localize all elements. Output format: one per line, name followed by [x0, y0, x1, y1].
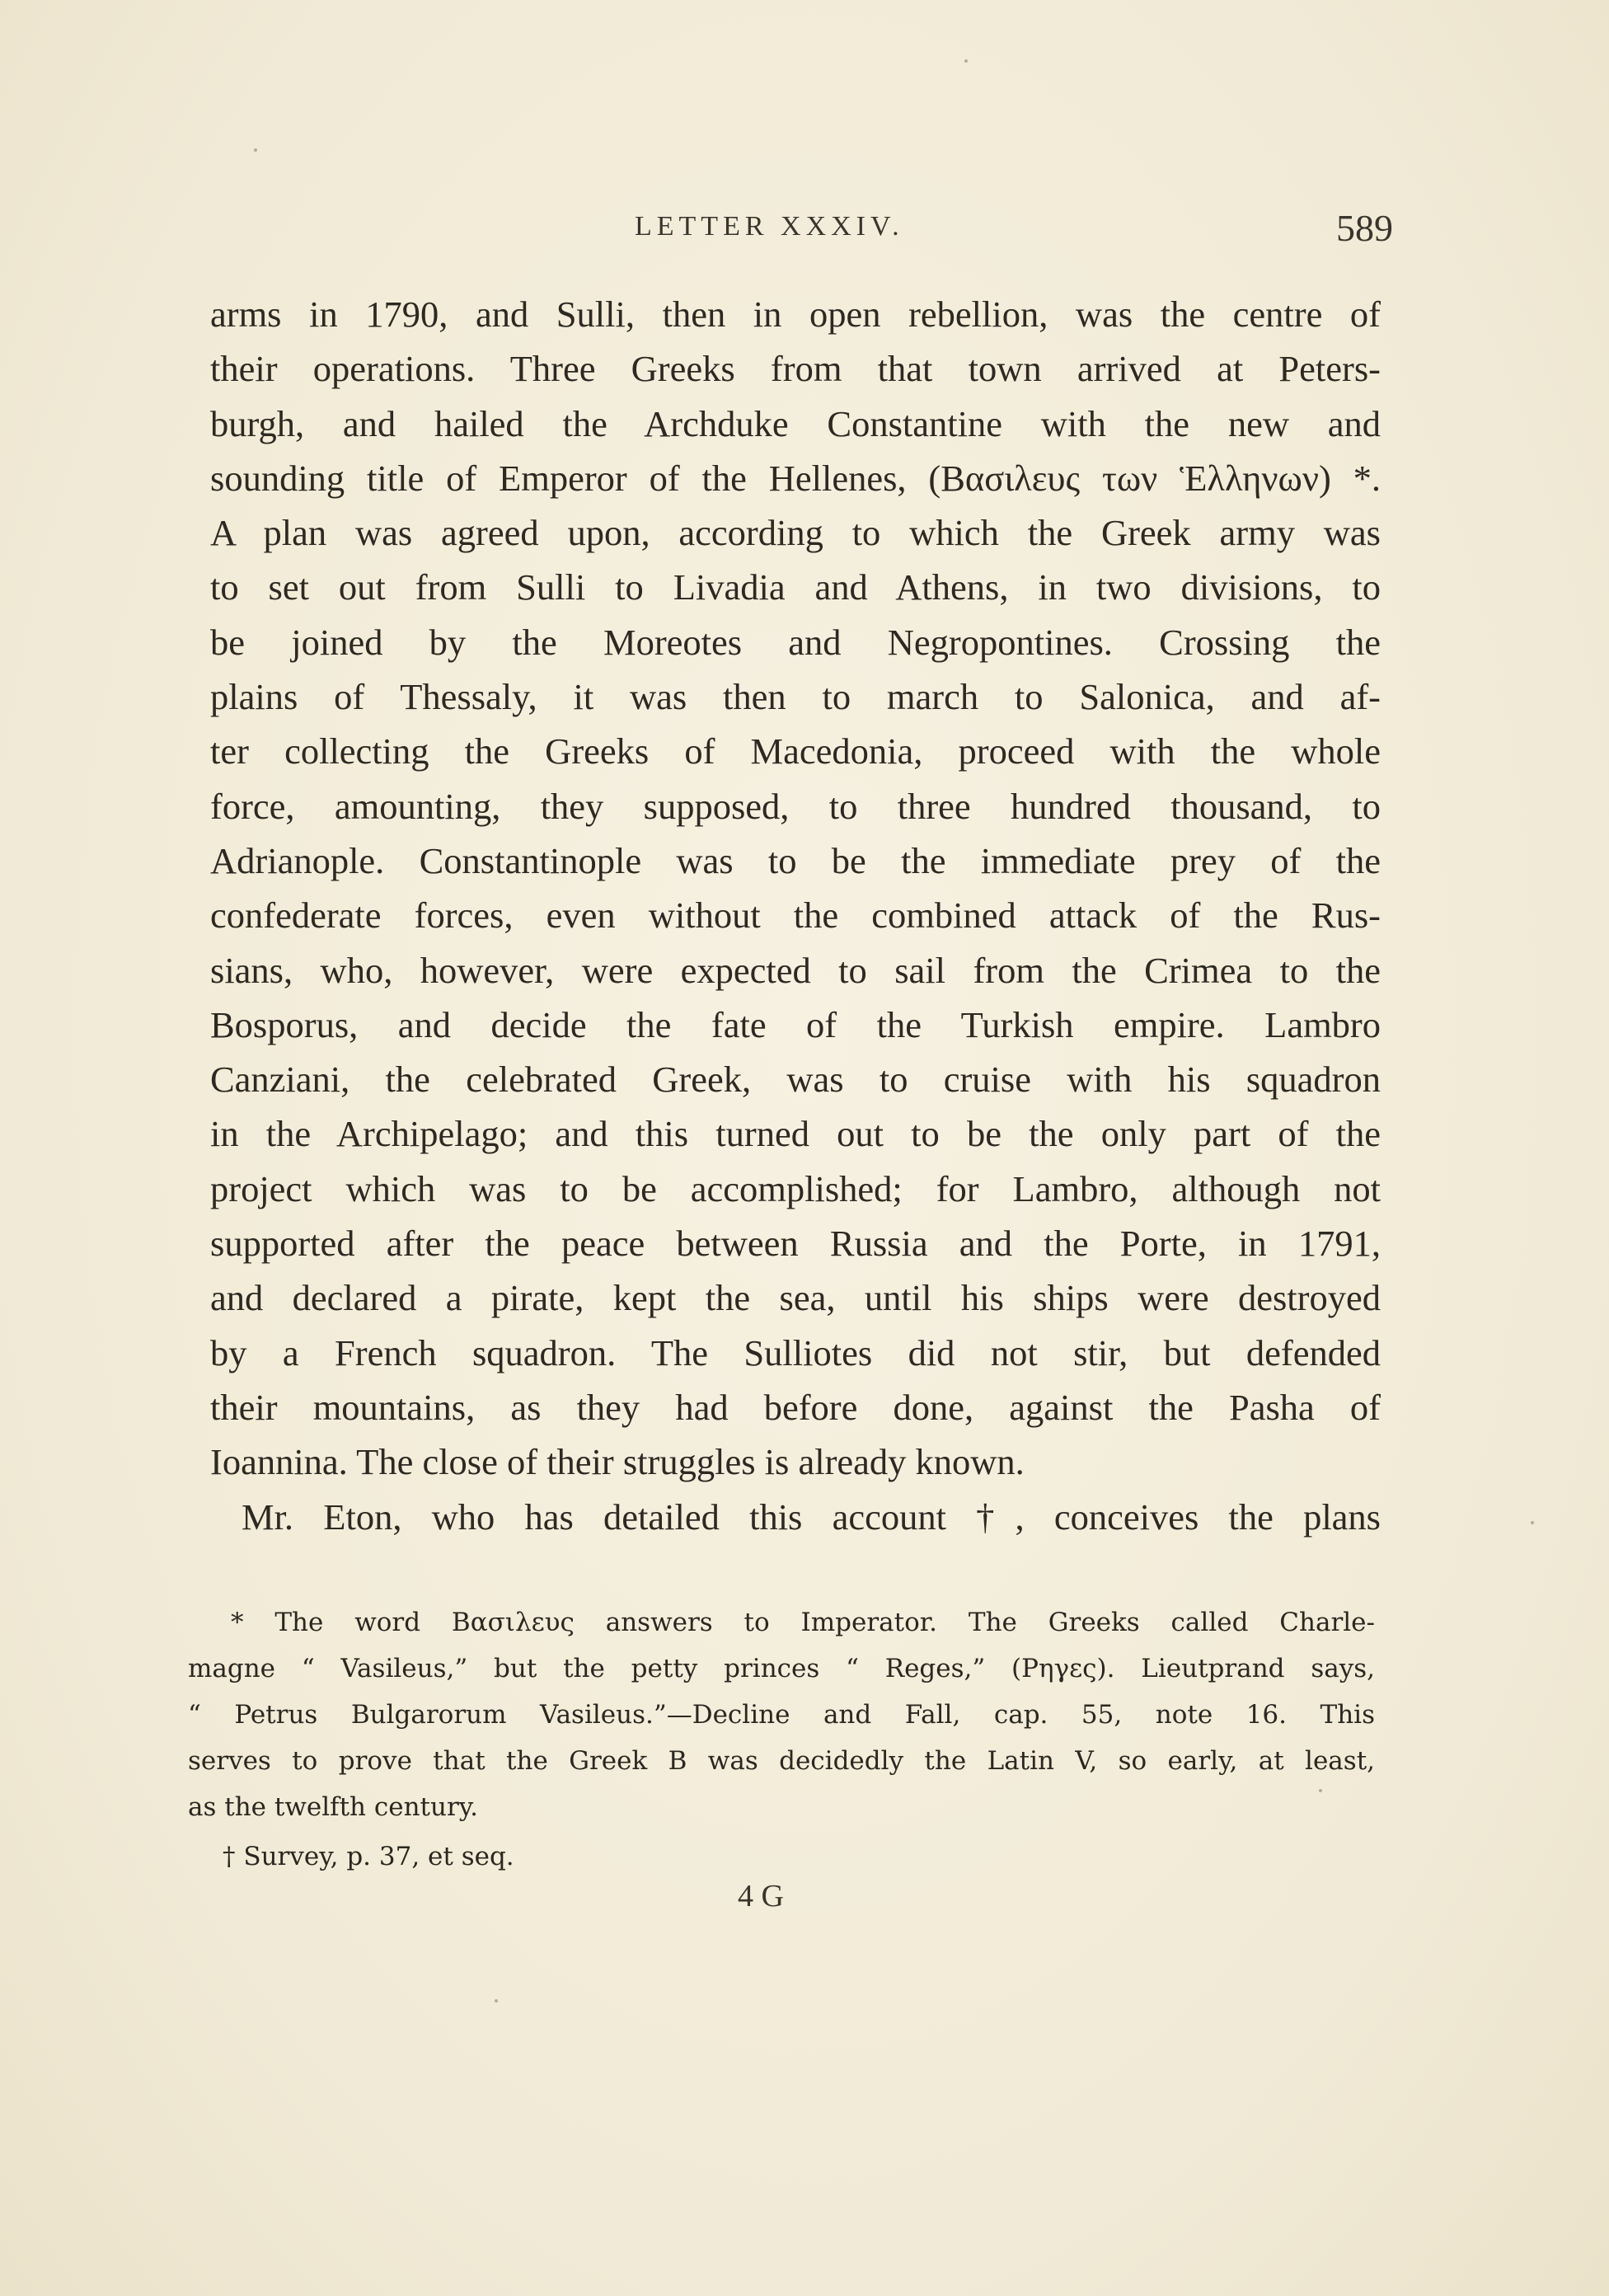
signature-mark: 4 G — [738, 1879, 784, 1913]
body-line: in the Archipelago; and this turned out to be the only part of the — [210, 1113, 1381, 1155]
footnote-line: magne “ Vasileus,” but the petty princes “ Reges,” (Ρηγες). Lieutprand says, — [188, 1654, 1375, 1683]
footnote-line: “ Petrus Bulgarorum Vasileus.”—Decline and Fall, cap. 55, note 16. This — [188, 1700, 1375, 1730]
footnote-line: † Survey, p. 37, et seq. — [223, 1842, 514, 1871]
body-line: A plan was agreed upon, according to which the Greek army was — [210, 512, 1381, 554]
body-line: Bosporus, and decide the fate of the Turkish empire. Lambro — [210, 1003, 1381, 1045]
page-number: 589 — [1336, 207, 1393, 249]
body-line: force, amounting, they supposed, to three hundred thousand, to — [210, 785, 1381, 827]
body-line: sians, who, however, were expected to sail from the Crimea to the — [210, 949, 1381, 991]
body-line: sounding title of Emperor of the Hellenes, (Βασιλευς των Ἑλληνων) *. — [210, 457, 1381, 499]
body-line: ter collecting the Greeks of Macedonia, proceed with the whole — [210, 730, 1381, 772]
body-line: be joined by the Moreotes and Negropontines. Crossing the — [210, 621, 1381, 663]
body-line: burgh, and hailed the Archduke Constantine with the new and — [210, 402, 1381, 444]
body-line: their mountains, as they had before done, against the Pasha of — [210, 1386, 1381, 1428]
body-text — [210, 287, 1381, 1544]
page-header — [210, 206, 1393, 256]
paper-speck — [254, 148, 257, 152]
body-line: and declared a pirate, kept the sea, until his ships were destroyed — [210, 1277, 1381, 1319]
body-line: Ioannina. The close of their struggles is already known. — [210, 1441, 1025, 1483]
paper-speck — [1319, 1789, 1322, 1792]
running-head: LETTER XXXIV. — [635, 211, 904, 242]
paper-speck — [964, 59, 968, 63]
body-line: plains of Thessaly, it was then to march to Salonica, and af- — [210, 676, 1381, 718]
paper-speck — [1531, 1521, 1534, 1524]
body-line: their operations. Three Greeks from that town arrived at Peters- — [210, 348, 1381, 390]
footnotes — [188, 1599, 1375, 1880]
footnote-line: as the twelfth century. — [188, 1792, 479, 1822]
body-line: Canziani, the celebrated Greek, was to cruise with his squadron — [210, 1059, 1381, 1101]
body-line: to set out from Sulli to Livadia and Athens, in two divisions, to — [210, 566, 1381, 608]
footnote-line: * The word Βασιλευς answers to Imperator. The Greeks called Charle- — [231, 1608, 1375, 1637]
body-line: supported after the peace between Russia and the Porte, in 1791, — [210, 1223, 1381, 1265]
body-line: arms in 1790, and Sulli, then in open rebellion, was the centre of — [210, 293, 1381, 335]
paper-speck — [495, 1999, 498, 2003]
body-line: Mr. Eton, who has detailed this account †, conceives the plans — [242, 1495, 1381, 1538]
body-line: confederate forces, even without the combined attack of the Rus- — [210, 894, 1381, 937]
body-line: project which was to be accomplished; for Lambro, although not — [210, 1167, 1381, 1209]
body-line: by a French squadron. The Sulliotes did not stir, but defended — [210, 1331, 1381, 1373]
body-line: Adrianople. Constantinople was to be the immediate prey of the — [210, 839, 1381, 881]
footnote-line: serves to prove that the Greek Β was decidedly the Latin V, so early, at least, — [188, 1746, 1375, 1776]
